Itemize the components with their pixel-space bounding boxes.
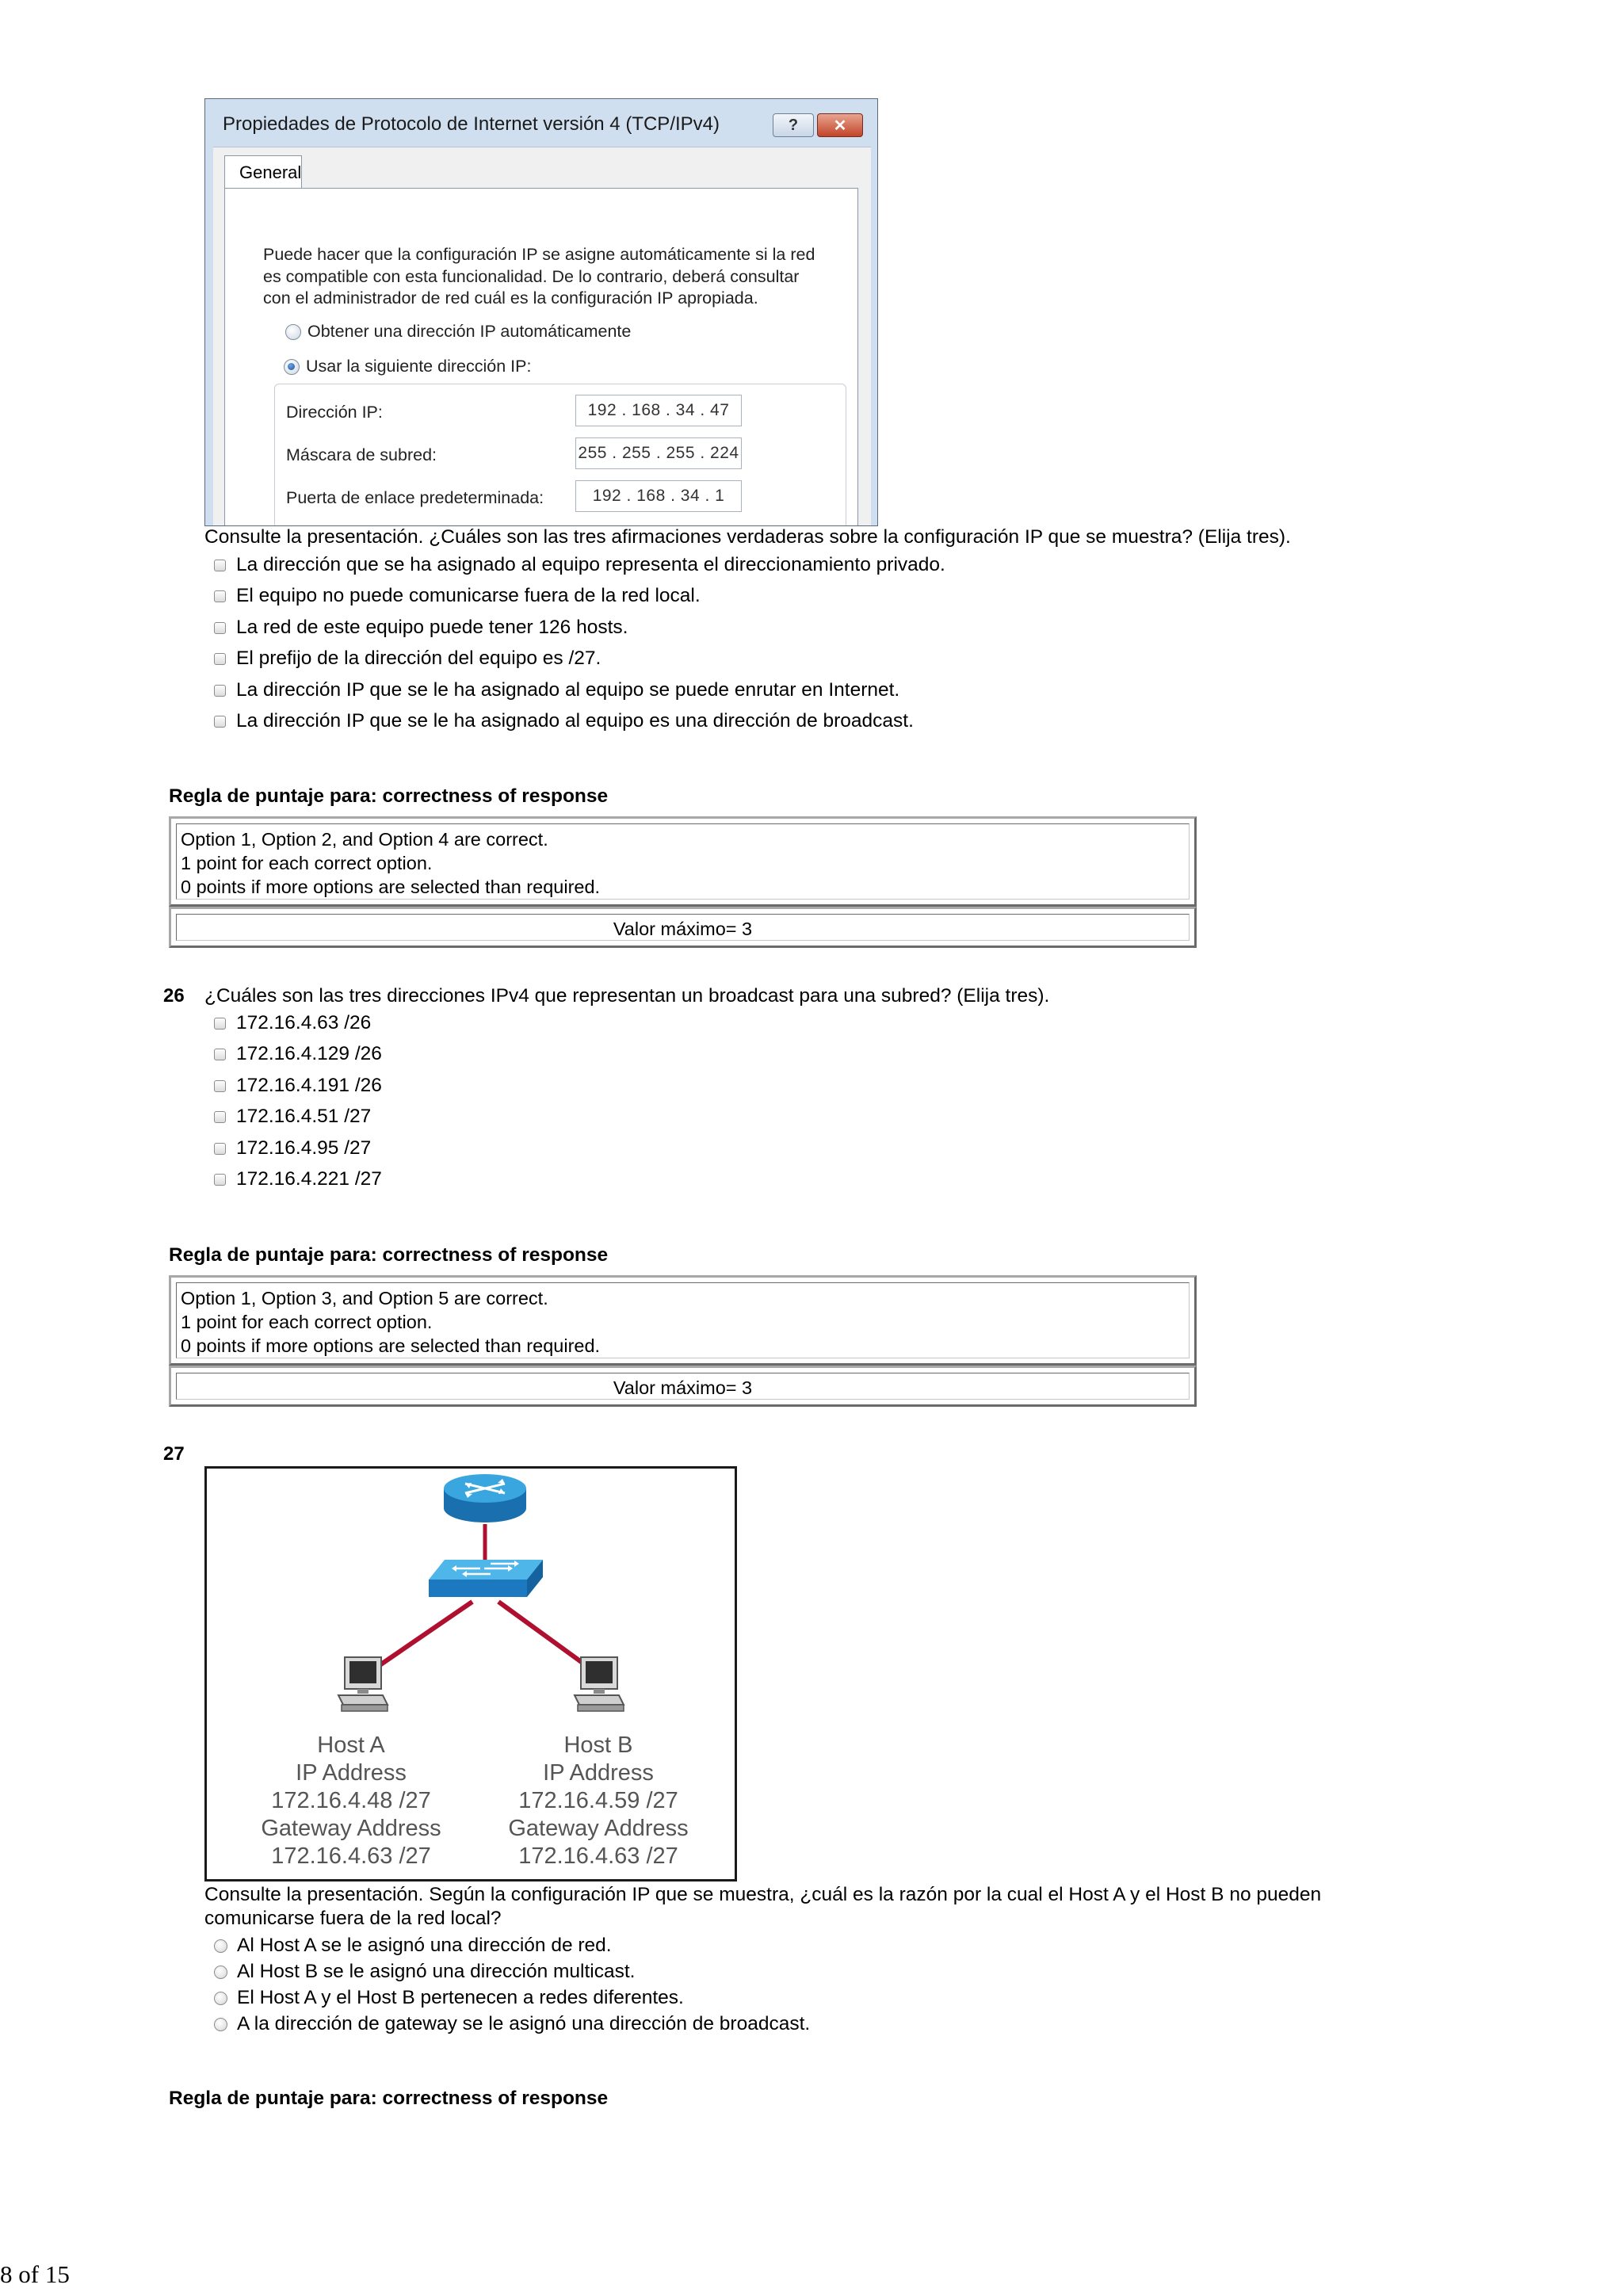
description-line: Puede hacer que la configuración IP se asigne automáticamente si la red <box>263 245 815 264</box>
router-icon <box>444 1474 526 1522</box>
option-label: 172.16.4.191 /26 <box>236 1075 382 1096</box>
option-label: 172.16.4.63 /26 <box>236 1012 372 1033</box>
general-panel <box>224 188 858 526</box>
subnet-mask-field[interactable]: 255 . 255 . 255 . 224 <box>575 437 742 469</box>
rule-line: 1 point for each correct option. <box>181 1312 433 1332</box>
checkbox-icon[interactable] <box>214 653 226 665</box>
q25-option-5[interactable] <box>214 678 899 702</box>
option-label: 172.16.4.95 /27 <box>236 1137 372 1159</box>
option-label: La dirección IP que se le ha asignado al equipo se puede enrutar en Internet. <box>236 679 900 701</box>
ip-address-field[interactable]: 192 . 168 . 34 . 47 <box>575 395 742 426</box>
dialog-description <box>263 244 815 310</box>
rule-inner <box>176 1282 1190 1358</box>
checkbox-icon[interactable] <box>214 716 226 728</box>
host-a-ip: 172.16.4.48 /27 <box>271 1788 431 1813</box>
rule-line: Option 1, Option 3, and Option 5 are correct. <box>181 1288 548 1308</box>
q27-option-1[interactable] <box>214 1934 612 1958</box>
close-button[interactable]: ✕ <box>817 113 863 137</box>
checkbox-icon[interactable] <box>214 590 226 602</box>
q27-prompt-line2: comunicarse fuera de la red local? <box>204 1908 502 1929</box>
option-label: 172.16.4.221 /27 <box>236 1168 382 1190</box>
gateway-label: Puerta de enlace predeterminada: <box>286 488 544 507</box>
q25-option-6[interactable] <box>214 709 914 733</box>
q27-prompt-line1: Consulte la presentación. Según la configuración IP que se muestra, ¿cuál es la razón por la cual el Host A y el Host B no pueden <box>204 1884 1322 1905</box>
radio-icon[interactable] <box>214 2018 227 2031</box>
switch-host-a-cable <box>372 1602 472 1671</box>
q26-max-box <box>169 1366 1197 1407</box>
checkbox-icon[interactable] <box>214 622 226 634</box>
q25-prompt: Consulte la presentación. ¿Cuáles son las tres afirmaciones verdaderas sobre la configuración IP que se muestra? (Elija tres). <box>204 526 1291 548</box>
q26-option-1[interactable] <box>214 1011 371 1035</box>
checkbox-icon[interactable] <box>214 1049 226 1060</box>
option-label: Al Host A se le asignó una dirección de red. <box>237 1935 612 1956</box>
q26-option-3[interactable] <box>214 1074 382 1098</box>
rule-inner <box>176 914 1190 941</box>
option-label: La dirección que se ha asignado al equipo representa el direccionamiento privado. <box>236 554 945 575</box>
option-label: La red de este equipo puede tener 126 hosts. <box>236 617 628 638</box>
host-b-info <box>479 1732 717 1870</box>
q25-option-1[interactable] <box>214 553 945 577</box>
q25-rule-box <box>169 816 1197 907</box>
radio-manual-label: Usar la siguiente dirección IP: <box>306 357 532 376</box>
option-label: A la dirección de gateway se le asignó una dirección de broadcast. <box>237 2013 811 2034</box>
host-b-name: Host B <box>563 1733 633 1758</box>
tcpip-properties-dialog <box>204 98 878 526</box>
q25-option-2[interactable] <box>214 584 701 608</box>
max-value: Valor máximo= 3 <box>613 919 753 939</box>
q26-option-4[interactable] <box>214 1105 371 1129</box>
host-a-ip-label: IP Address <box>296 1760 407 1786</box>
host-a-gw: 172.16.4.63 /27 <box>271 1843 431 1869</box>
max-value: Valor máximo= 3 <box>613 1377 753 1398</box>
q25-rule-title: Regla de puntaje para: correctness of response <box>169 785 609 807</box>
rule-line: 0 points if more options are selected than required. <box>181 877 601 897</box>
option-label: El Host A y el Host B pertenecen a redes diferentes. <box>237 1987 684 2008</box>
host-a-gw-label: Gateway Address <box>261 1816 441 1841</box>
q26-rule-title: Regla de puntaje para: correctness of response <box>169 1244 609 1266</box>
q26-prompt: ¿Cuáles son las tres direcciones IPv4 que representan un broadcast para una subred? (Elija tres). <box>204 985 1050 1007</box>
gateway-field[interactable]: 192 . 168 . 34 . 1 <box>575 480 742 512</box>
q26-number: 26 <box>163 985 185 1007</box>
dialog-title: Propiedades de Protocolo de Internet versión 4 (TCP/IPv4) <box>223 113 720 135</box>
radio-selected-icon <box>284 359 300 375</box>
host-b-pc-icon <box>575 1657 624 1711</box>
q25-option-3[interactable] <box>214 616 628 640</box>
checkbox-icon[interactable] <box>214 1018 226 1030</box>
host-b-gw: 172.16.4.63 /27 <box>518 1843 678 1869</box>
rule-line: 0 points if more options are selected than required. <box>181 1335 601 1356</box>
q26-option-2[interactable] <box>214 1042 382 1066</box>
option-label: Al Host B se le asignó una dirección multicast. <box>237 1961 636 1982</box>
host-a-info <box>232 1732 470 1870</box>
q27-option-3[interactable] <box>214 1986 684 2010</box>
q27-number: 27 <box>163 1443 185 1465</box>
radio-manual-ip[interactable] <box>281 357 534 376</box>
q25-option-4[interactable] <box>214 647 601 670</box>
switch-icon <box>429 1560 543 1597</box>
checkbox-icon[interactable] <box>214 560 226 571</box>
rule-line: Option 1, Option 2, and Option 4 are correct. <box>181 829 548 850</box>
radio-icon[interactable] <box>214 1939 227 1953</box>
q25-max-box <box>169 907 1197 948</box>
dialog-body <box>213 147 871 526</box>
host-a-name: Host A <box>317 1733 385 1758</box>
option-label: 172.16.4.129 /26 <box>236 1043 382 1064</box>
checkbox-icon[interactable] <box>214 1143 226 1155</box>
radio-auto-ip[interactable] <box>285 322 631 342</box>
q27-option-2[interactable] <box>214 1960 636 1984</box>
ip-address-label: Dirección IP: <box>286 403 383 422</box>
network-diagram <box>204 1466 737 1881</box>
q26-option-6[interactable] <box>214 1167 382 1191</box>
option-label: El prefijo de la dirección del equipo es /27. <box>236 648 601 669</box>
host-b-ip-label: IP Address <box>543 1760 654 1786</box>
radio-auto-label: Obtener una dirección IP automáticamente <box>307 322 632 341</box>
help-button[interactable]: ? <box>773 113 814 137</box>
q26-rule-box <box>169 1275 1197 1366</box>
rule-line: 1 point for each correct option. <box>181 853 433 873</box>
radio-button-icon <box>285 324 301 340</box>
description-line: con el administrador de red cuál es la configuración IP apropiada. <box>263 288 758 308</box>
description-line: es compatible con esta funcionalidad. De lo contrario, deberá consultar <box>263 266 800 286</box>
q26-option-5[interactable] <box>214 1137 371 1160</box>
rule-inner <box>176 823 1190 900</box>
radio-icon[interactable] <box>214 1992 227 2005</box>
page-counter: 8 of 15 <box>0 2260 70 2288</box>
host-b-gw-label: Gateway Address <box>508 1816 689 1841</box>
option-label: 172.16.4.51 /27 <box>236 1106 372 1127</box>
switch-host-b-cable <box>498 1602 586 1665</box>
checkbox-icon[interactable] <box>214 1080 226 1092</box>
q27-option-4[interactable] <box>214 2012 810 2036</box>
subnet-mask-label: Máscara de subred: <box>286 445 437 464</box>
tab-general[interactable]: General <box>224 155 302 189</box>
q27-rule-title: Regla de puntaje para: correctness of response <box>169 2088 609 2109</box>
rule-inner <box>176 1373 1190 1400</box>
checkbox-icon[interactable] <box>214 685 226 697</box>
checkbox-icon[interactable] <box>214 1111 226 1123</box>
option-label: El equipo no puede comunicarse fuera de la red local. <box>236 585 701 606</box>
option-label: La dirección IP que se le ha asignado al equipo es una dirección de broadcast. <box>236 710 914 732</box>
host-b-ip: 172.16.4.59 /27 <box>518 1788 678 1813</box>
radio-icon[interactable] <box>214 1966 227 1979</box>
host-a-pc-icon <box>338 1657 388 1711</box>
checkbox-icon[interactable] <box>214 1174 226 1186</box>
